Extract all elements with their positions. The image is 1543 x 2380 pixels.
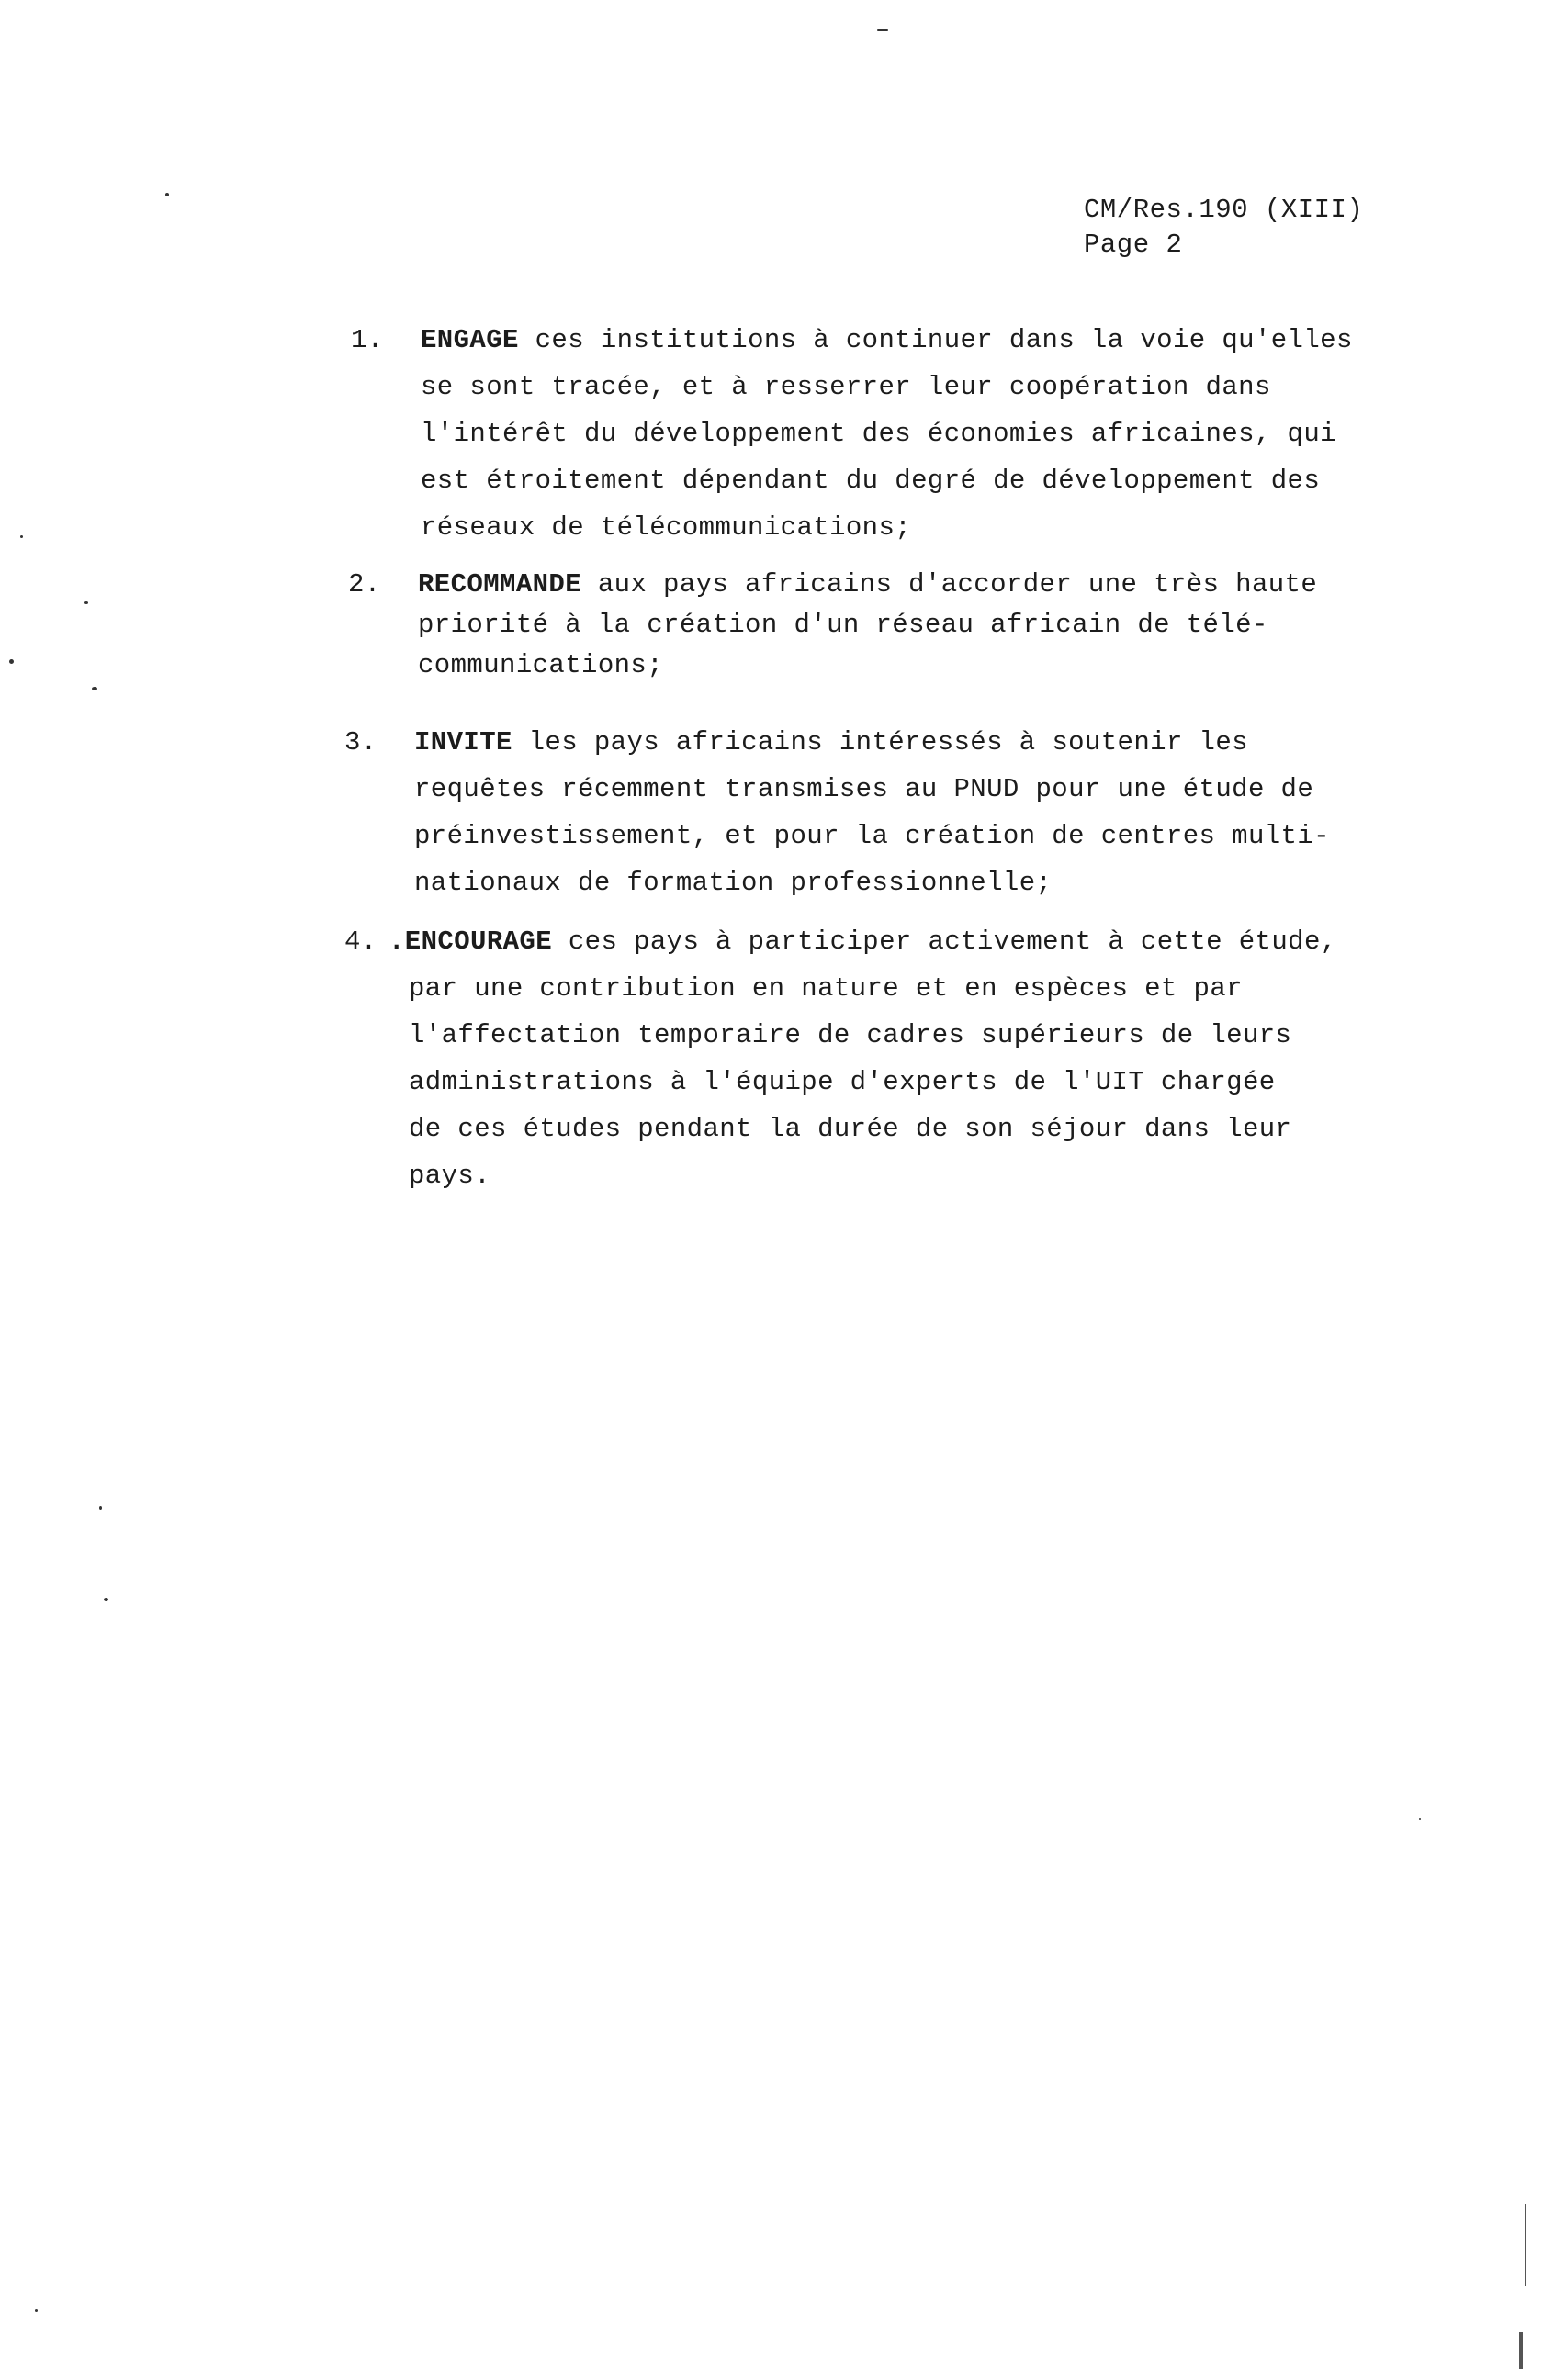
item-keyword: ENGAGE — [421, 325, 519, 355]
item-number: 4. — [344, 926, 377, 957]
item-line: INVITE les pays africains intéressés à soutenir les — [414, 727, 1248, 758]
item-line: est étroitement dépendant du degré de développement des — [421, 466, 1321, 496]
scan-speck — [877, 29, 888, 31]
item-number: 3. — [344, 727, 377, 758]
item-line: .ENCOURAGE ces pays à participer activement à cette étude, — [389, 926, 1337, 957]
item-line: nationaux de formation professionnelle; — [414, 868, 1053, 898]
item-line: préinvestissement, et pour la création de centres multi- — [414, 821, 1330, 851]
scan-speck — [9, 659, 14, 664]
item-line: priorité à la création d'un réseau africain de télé- — [418, 610, 1268, 640]
scan-speck — [20, 535, 23, 538]
scan-speck — [35, 2309, 38, 2312]
item-line: administrations à l'équipe d'experts de l'UIT chargée — [409, 1067, 1276, 1097]
item-line: l'intérêt du développement des économies africaines, qui — [421, 419, 1336, 449]
item-line: communications; — [418, 650, 664, 680]
item-keyword: .ENCOURAGE — [389, 926, 553, 957]
resolution-item-1 — [351, 317, 1353, 551]
scan-speck — [84, 601, 88, 604]
item-line: RECOMMANDE aux pays africains d'accorder une très haute — [418, 569, 1318, 600]
item-keyword: INVITE — [414, 727, 512, 758]
item-line: réseaux de télécommunications; — [421, 512, 912, 543]
item-line: requêtes récemment transmises au PNUD pour une étude de — [414, 774, 1314, 804]
resolution-item-4 — [344, 918, 1337, 1199]
scan-speck — [92, 687, 97, 690]
resolution-item-3 — [344, 719, 1330, 906]
scan-edge-mark — [1519, 2332, 1523, 2369]
document-reference — [1084, 193, 1363, 263]
item-line: se sont tracée, et à resserrer leur coopération dans — [421, 372, 1271, 402]
item-number: 1. — [351, 325, 384, 355]
page-number: Page 2 — [1084, 230, 1183, 260]
scan-speck — [104, 1598, 108, 1601]
scan-edge-mark — [1525, 2204, 1526, 2286]
item-keyword: RECOMMANDE — [418, 569, 582, 600]
scan-speck — [99, 1506, 102, 1510]
resolution-number: CM/Res.190 (XIII) — [1084, 195, 1364, 225]
item-line: l'affectation temporaire de cadres supérieurs de leurs — [409, 1020, 1292, 1050]
resolution-item-2 — [348, 565, 1318, 686]
scan-speck — [165, 193, 169, 196]
item-number: 2. — [348, 569, 381, 600]
scan-speck — [1419, 1818, 1421, 1820]
item-line: ENGAGE ces institutions à continuer dans la voie qu'elles — [421, 325, 1353, 355]
item-line: pays. — [409, 1161, 491, 1191]
item-line: par une contribution en nature et en espèces et par — [409, 973, 1243, 1004]
item-line: de ces études pendant la durée de son séjour dans leur — [409, 1114, 1292, 1144]
